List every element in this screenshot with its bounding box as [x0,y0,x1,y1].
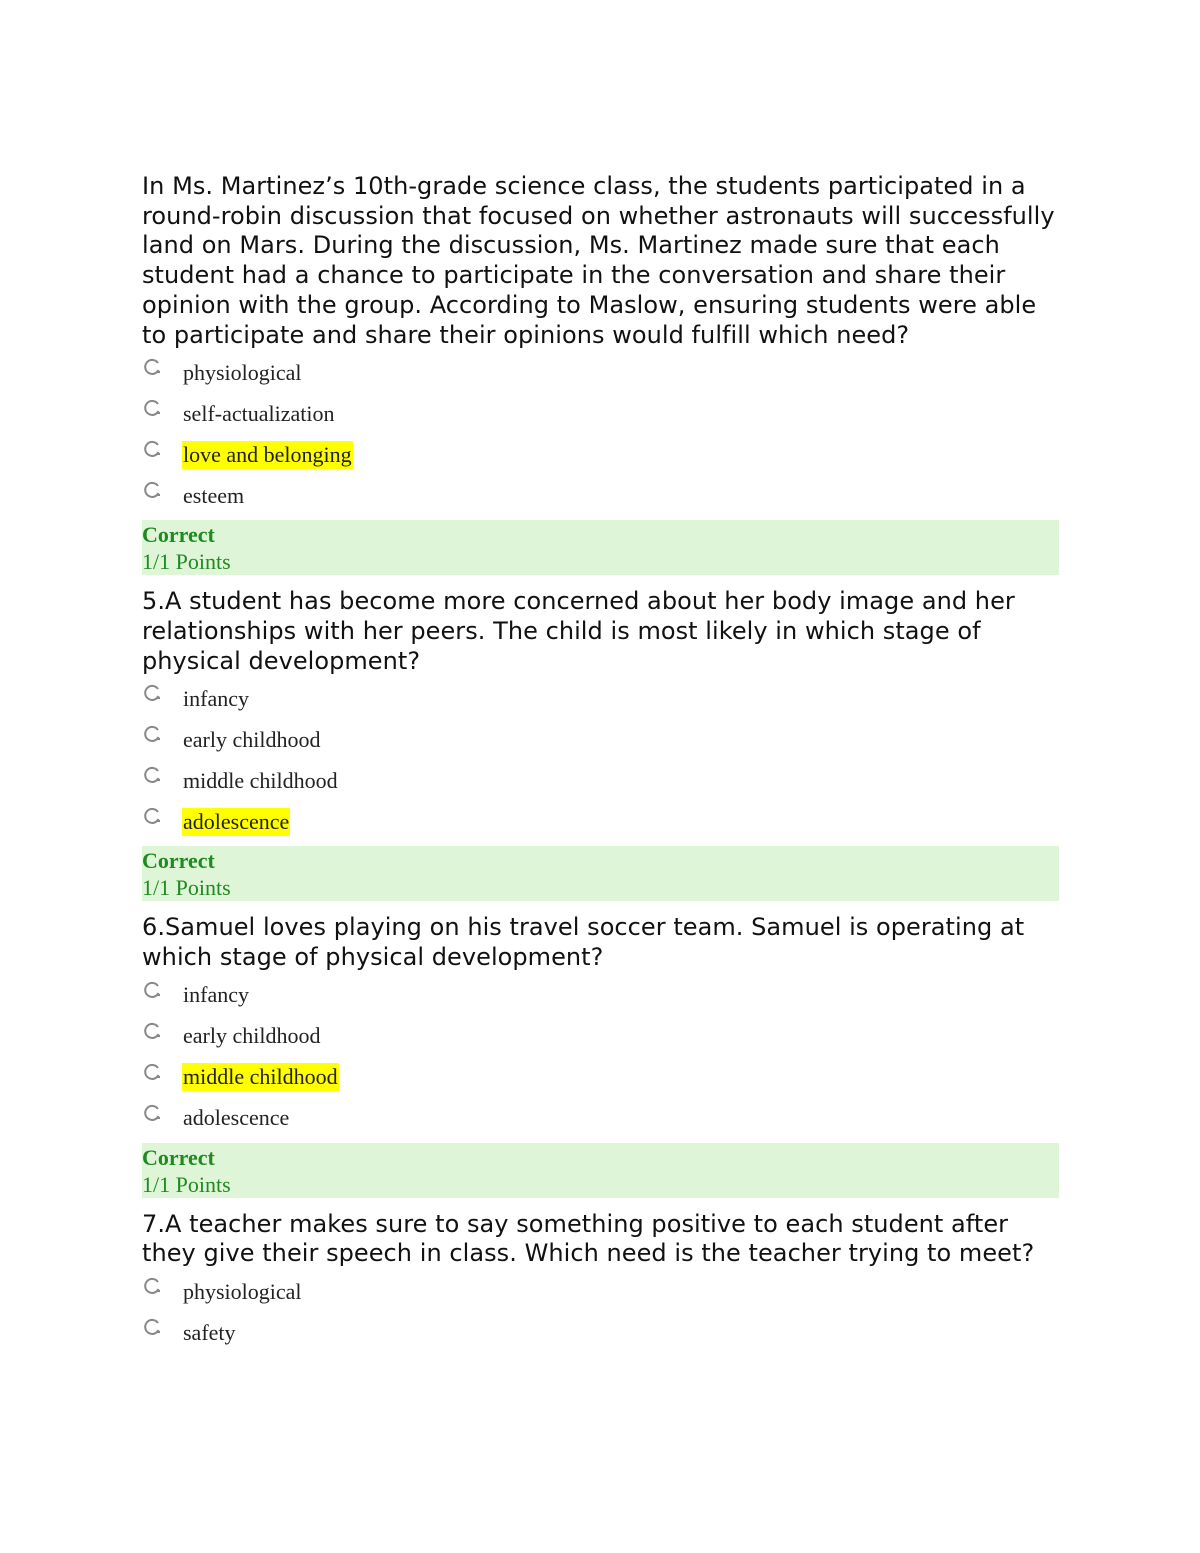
radio-button-icon[interactable] [143,981,162,1000]
question-text: In Ms. Martinez’s 10th-grade science class, the students participated in a round-robin discussion that focused on whether astronauts will successfully land on Mars. During the discussion, Ms. Martinez made sure that each student had a chance to participate in the conversation and share their opinion with the group. According to Maslow, ensuring students were able to participate and share their opinions would fulfill which need? [142,172,1055,349]
answer-option[interactable] [142,1271,1060,1312]
radio-button-icon[interactable] [143,1277,162,1296]
question-block [142,1210,1060,1353]
answer-options [142,678,1060,842]
option-label: infancy [183,685,249,711]
radio-button-icon[interactable] [143,1022,162,1041]
answer-option[interactable] [142,352,1060,393]
result-banner [142,1143,1059,1198]
answer-options [142,1271,1060,1353]
option-label: infancy [183,982,249,1008]
result-points: 1/1 Points [142,1171,231,1197]
result-banner [142,520,1059,575]
question-block [142,587,1060,901]
radio-button-icon[interactable] [143,725,162,744]
answer-option[interactable] [142,801,1060,842]
answer-option[interactable] [142,678,1060,719]
result-status: Correct [142,1144,215,1170]
option-label: self-actualization [183,400,335,426]
option-label: physiological [183,359,302,385]
answer-option[interactable] [142,1057,1060,1098]
result-status: Correct [142,522,215,548]
question-block [142,913,1060,1197]
radio-button-icon[interactable] [143,1318,162,1337]
option-label: early childhood [183,1023,321,1049]
answer-options [142,975,1060,1139]
radio-button-icon[interactable] [143,766,162,785]
radio-button-icon[interactable] [143,399,162,418]
option-label-highlighted: middle childhood [183,1064,338,1090]
question-text: 6.Samuel loves playing on his travel soccer team. Samuel is operating at which stage of physical development? [142,913,1025,972]
radio-button-icon[interactable] [143,1104,162,1123]
answer-option[interactable] [142,719,1060,760]
radio-button-icon[interactable] [143,1063,162,1082]
radio-button-icon[interactable] [143,481,162,500]
question-text: 7.A teacher makes sure to say something positive to each student after they give their speech in class. Which need is the teacher trying to meet? [142,1209,1035,1268]
option-label: physiological [183,1278,302,1304]
radio-button-icon[interactable] [143,358,162,377]
result-points: 1/1 Points [142,549,231,575]
option-label: esteem [183,482,245,508]
answer-options [142,352,1060,516]
question-block [142,172,1060,575]
answer-option[interactable] [142,1098,1060,1139]
answer-option[interactable] [142,1016,1060,1057]
radio-button-icon[interactable] [143,684,162,703]
option-label: safety [183,1319,236,1345]
option-label: middle childhood [183,767,338,793]
answer-option[interactable] [142,1312,1060,1353]
option-label: adolescence [183,1105,290,1131]
radio-button-icon[interactable] [143,807,162,826]
question-text: 5.A student has become more concerned about her body image and her relationships with her peers. The child is most likely in which stage of physical development? [142,587,1015,675]
quiz-page [142,172,1060,1353]
result-status: Correct [142,848,215,874]
answer-option[interactable] [142,760,1060,801]
option-label-highlighted: love and belonging [183,441,352,467]
answer-option[interactable] [142,475,1060,516]
radio-button-icon[interactable] [143,440,162,459]
result-points: 1/1 Points [142,875,231,901]
answer-option[interactable] [142,434,1060,475]
result-banner [142,846,1059,901]
option-label: early childhood [183,726,321,752]
answer-option[interactable] [142,975,1060,1016]
answer-option[interactable] [142,393,1060,434]
option-label-highlighted: adolescence [183,808,290,834]
